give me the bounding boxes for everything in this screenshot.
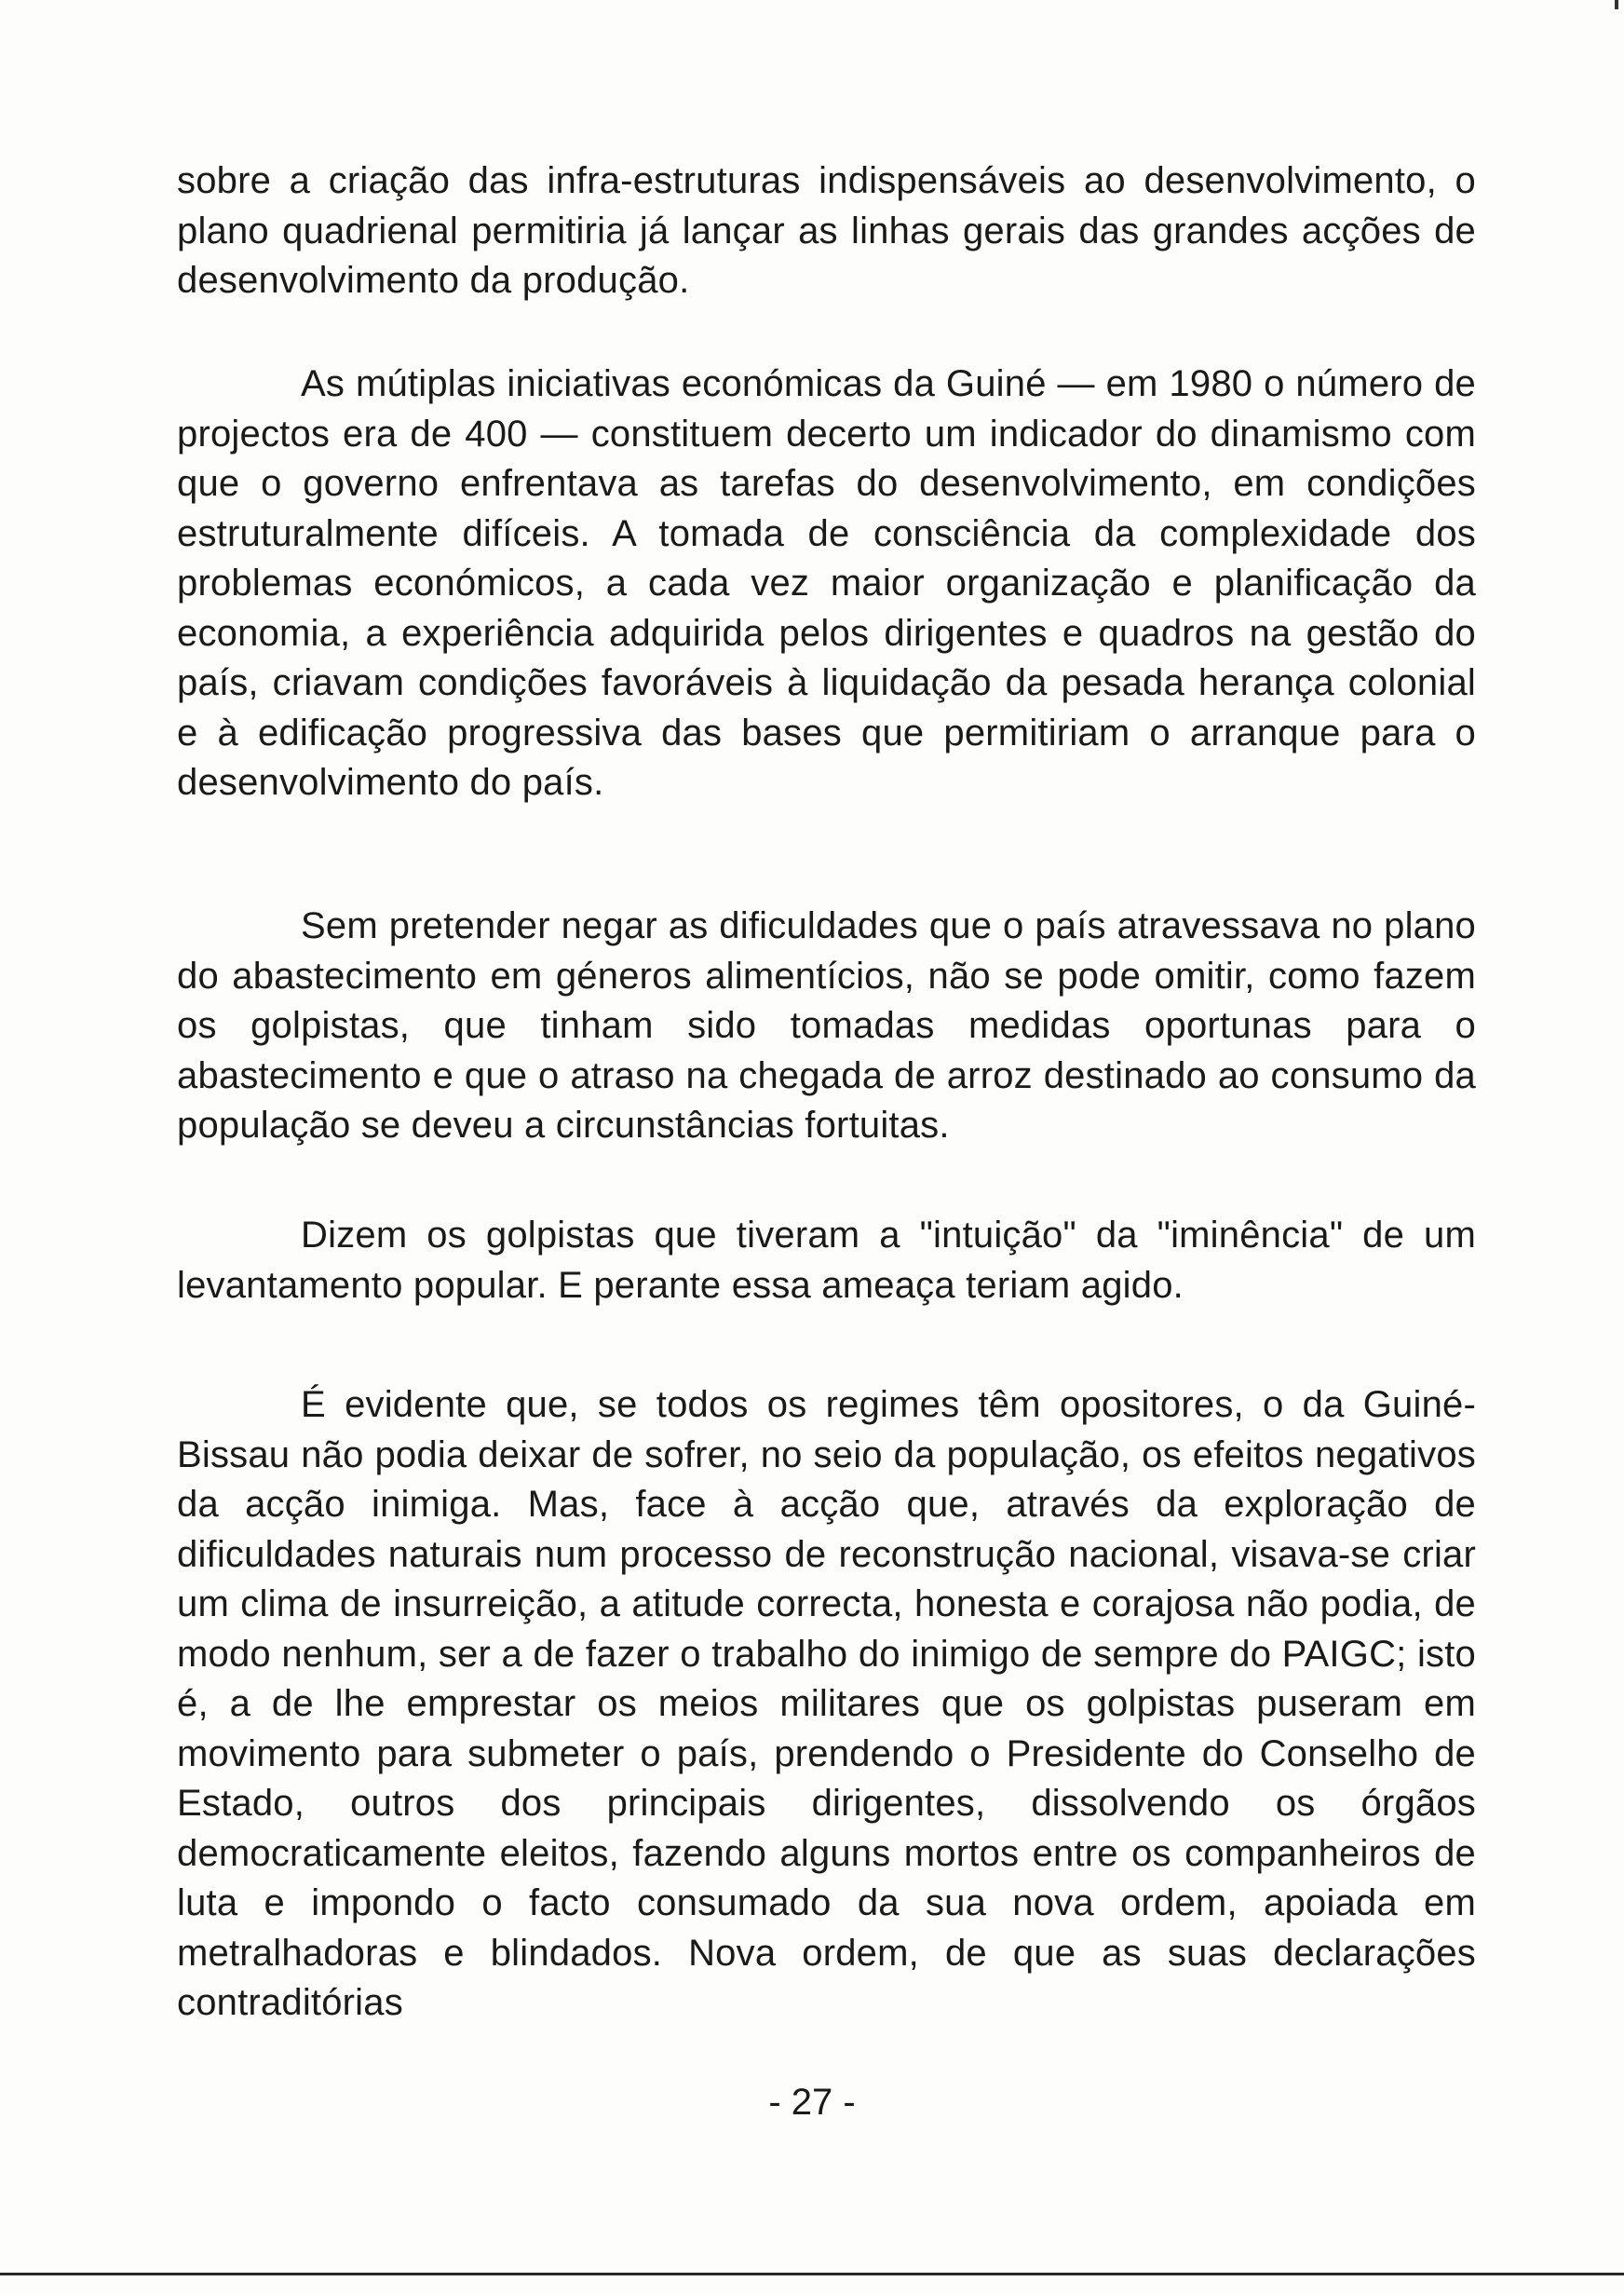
paragraph-1	[177, 156, 1476, 306]
paragraph-1-text: sobre a criação das infra-estruturas indispensáveis ao desenvolvimento, o plano quadrienal permitiria já lançar as linhas gerais das grandes acções de desenvolvimento da produção.	[177, 160, 1476, 301]
paragraph-4-text: Dizem os golpistas que tiveram a "intuição" da "iminência" de um levantamento popular. E perante essa ameaça teriam agido.	[177, 1215, 1476, 1306]
paragraph-3	[177, 902, 1476, 1151]
paragraph-5	[177, 1380, 1476, 2029]
paragraph-5-text: É evidente que, se todos os regimes têm opositores, o da Guiné-Bissau não podia deixar de sofrer, no seio da população, os efeitos negativos da acção inimiga. Mas, face à acção que, através da exploração de dificuldades naturais num processo de reconstrução nacional, visava-se criar um clima de insurreição, a atitude correcta, honesta e corajosa não podia, de modo nenhum, ser a de fazer o trabalho do inimigo de sempre do PAIGC; isto é, a de lhe emprestar os meios militares que os golpistas puseram em movimento para submeter o país, prendendo o Presidente do Conselho de Estado, outros dos principais dirigentes, dissolvendo os órgãos democraticamente eleitos, fazendo alguns mortos entre os companheiros de luta e impondo o facto consumado da sua nova ordem, apoiada em metralhadoras e blindados. Nova ordem, de que as suas declarações contraditórias	[177, 1384, 1476, 2023]
page-number: - 27 -	[768, 2082, 856, 2123]
paragraph-3-text: Sem pretender negar as dificuldades que o país atravessava no plano do abastecimento em géneros alimentícios, não se pode omitir, como fazem os golpistas, que tinham sido tomadas medidas oportunas para o abastecimento e que o atraso na chegada de arroz destinado ao consumo da população se deveu a circunstâncias fortuitas.	[177, 905, 1476, 1146]
scan-corner-mark	[1615, 0, 1618, 9]
paragraph-2-text: As mútiplas iniciativas económicas da Guiné — em 1980 o número de projectos era de 400 — constituem decerto um indicador do dinamismo com que o governo enfrentava as tarefas do desenvolvimento, em condições estruturalmente difíceis. A tomada de consciência da complexidade dos problemas económicos, a cada vez maior organização e planificação da economia, a experiência adquirida pelos dirigentes e quadros na gestão do país, criavam condições favoráveis à liquidação da pesada herança colonial e à edificação progressiva das bases que permitiriam o arranque para o desenvolvimento do país.	[177, 363, 1476, 803]
bottom-rule	[0, 2273, 1624, 2275]
paragraph-2	[177, 360, 1476, 808]
paragraph-4	[177, 1211, 1476, 1310]
